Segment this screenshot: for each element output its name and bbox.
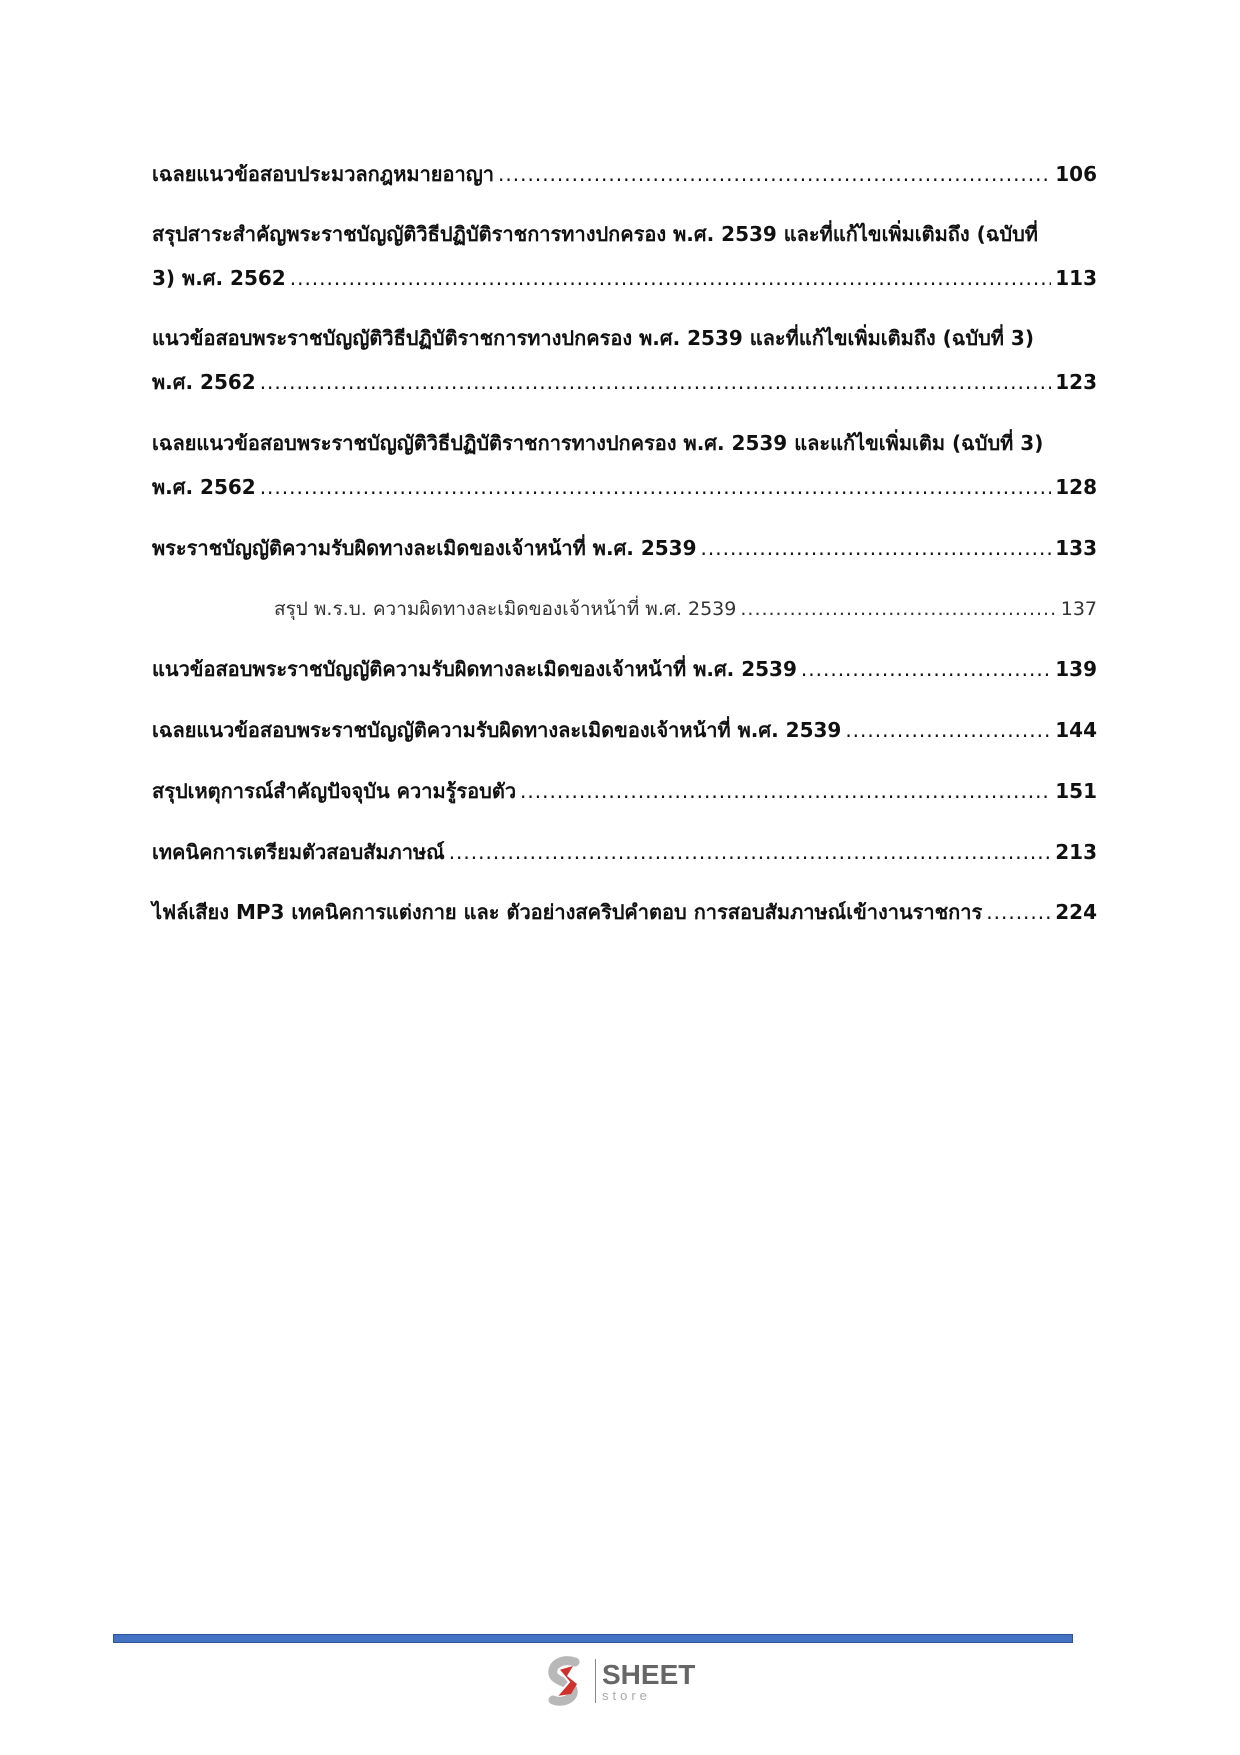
dot-leader [801,657,1051,681]
toc-entry[interactable] [152,262,1097,292]
toc-entry[interactable] [152,532,1097,562]
toc-page-number: 139 [1055,657,1097,681]
dot-leader [701,536,1052,560]
toc-entry-line1[interactable] [152,427,1097,457]
toc-entry[interactable] [152,158,1097,188]
toc-entry-line1[interactable] [152,218,1097,248]
dot-leader [260,475,1052,499]
toc-entry-title-cont: 3) พ.ศ. 2562 [152,266,286,290]
toc-entry-title: เทคนิคการเตรียมตัวสอบสัมภาษณ์ [152,840,445,864]
toc-page-number: 113 [1055,266,1097,290]
dot-leader [260,370,1052,394]
toc-entry[interactable] [152,366,1097,396]
toc-page-number: 133 [1055,536,1097,560]
sheetstore-logo [545,1655,695,1707]
toc-page-number: 137 [1060,598,1097,620]
logo-separator [595,1659,596,1703]
toc-page-number: 106 [1055,162,1097,186]
toc-entry[interactable] [152,714,1097,744]
toc-entry-line1[interactable] [152,322,1097,352]
dot-leader [520,779,1051,803]
toc-entry-title-cont: พ.ศ. 2562 [152,370,256,394]
logo-subword: store [602,1687,651,1703]
dot-leader [845,718,1051,742]
dot-leader [498,162,1051,186]
toc-page-number: 151 [1055,779,1097,803]
dot-leader [290,266,1052,290]
toc-entry-title: เฉลยแนวข้อสอบพระราชบัญญัติความรับผิดทางละเมิดของเจ้าหน้าที่ พ.ศ. 2539 [152,718,842,742]
toc-entry-title: สรุปสาระสำคัญพระราชบัญญัติวิธีปฏิบัติราชการทางปกครอง พ.ศ. 2539 และที่แก้ไขเพิ่มเติมถึง (ฉบับที่ [152,222,1038,246]
dot-leader [449,840,1052,864]
logo-word: SHEET [602,1658,696,1690]
toc-entry-title: เฉลยแนวข้อสอบประมวลกฎหมายอาญา [152,162,495,186]
toc-entry[interactable] [152,471,1097,501]
toc-entry-title: ไฟล์เสียง MP3 เทคนิคการแต่งกาย และ ตัวอย่างสคริปคำตอบ การสอบสัมภาษณ์เข้างานราชการ [152,900,983,924]
toc-entry[interactable] [152,775,1097,805]
toc-page-number: 123 [1055,370,1097,394]
toc-page-number: 128 [1055,475,1097,499]
toc-entry-title: แนวข้อสอบพระราชบัญญัติวิธีปฏิบัติราชการทางปกครอง พ.ศ. 2539 และที่แก้ไขเพิ่มเติมถึง (ฉบับที่ 3) [152,326,1034,350]
toc-entry-title: แนวข้อสอบพระราชบัญญัติความรับผิดทางละเมิดของเจ้าหน้าที่ พ.ศ. 2539 [152,657,797,681]
toc-entry-title: สรุปเหตุการณ์สำคัญปัจจุบัน ความรู้รอบตัว [152,779,517,803]
footer-divider-bar [113,1634,1073,1643]
toc-entry-title-cont: พ.ศ. 2562 [152,475,256,499]
toc-entry-title: สรุป พ.ร.บ. ความผิดทางละเมิดของเจ้าหน้าที่ พ.ศ. 2539 [274,598,737,620]
toc-page-number: 224 [1055,900,1097,924]
toc-entry-title: เฉลยแนวข้อสอบพระราชบัญญัติวิธีปฏิบัติราชการทางปกครอง พ.ศ. 2539 และแก้ไขเพิ่มเติม (ฉบับที่ 3) [152,431,1044,455]
toc-entry[interactable] [152,653,1097,683]
toc-entry[interactable] [152,836,1097,866]
toc-entry[interactable] [152,896,1097,926]
toc-page-number: 213 [1055,840,1097,864]
toc-subentry[interactable] [274,594,1097,624]
toc-page-number: 144 [1055,718,1097,742]
toc-entry-title: พระราชบัญญัติความรับผิดทางละเมิดของเจ้าหน้าที่ พ.ศ. 2539 [152,536,697,560]
dot-leader [740,598,1056,620]
dot-leader [986,900,1051,924]
s-logo-icon [545,1656,589,1706]
